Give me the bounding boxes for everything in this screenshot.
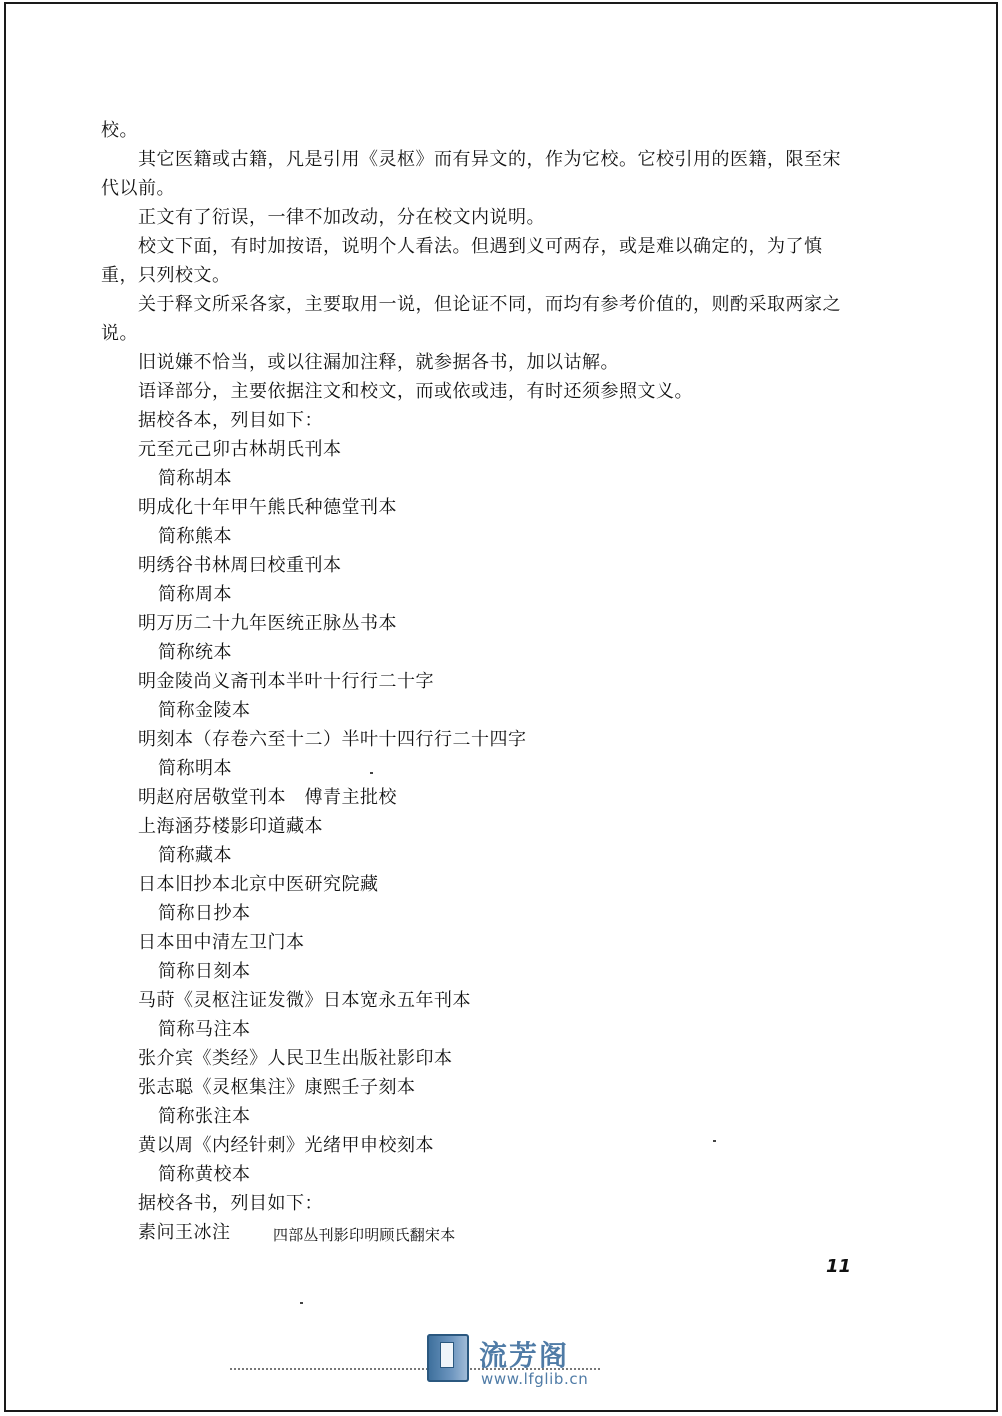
edition-abbrev: 简称日刻本 [158,961,251,982]
edition-entry: 上海涵芬楼影印道藏本 [138,816,323,837]
edition-abbrev: 简称金陵本 [158,700,251,721]
edition-entry: 明成化十年甲午熊氏种德堂刊本 [138,497,397,518]
text-line: 据校各本，列目如下： [138,410,323,431]
text-line: 说。 [101,323,138,344]
text-line: 代以前。 [101,178,175,199]
edition-abbrev: 简称马注本 [158,1019,251,1040]
edition-abbrev: 简称胡本 [158,468,232,489]
edition-abbrev: 简称黄校本 [158,1164,251,1185]
edition-abbrev: 简称明本 [158,758,232,779]
scan-speck [370,772,373,774]
text-line: 旧说嫌不恰当，或以往漏加注释，就参据各书，加以诂解。 [138,352,619,373]
edition-entry: 黄以周《内经针刺》光绪甲申校刻本 [138,1135,434,1156]
book-icon [427,1334,469,1382]
page-number: 11 [826,1256,852,1277]
edition-entry: 日本田中清左卫门本 [138,932,305,953]
edition-abbrev: 简称藏本 [158,845,232,866]
text-line: 正文有了衍误，一律不加改动，分在校文内说明。 [138,207,545,228]
edition-entry: 明赵府居敬堂刊本 傅青主批校 [138,787,397,808]
text-line: 关于释文所采各家，主要取用一说，但论证不同，而均有参考价值的，则酌采取两家之 [138,294,841,315]
text-line: 校文下面，有时加按语，说明个人看法。但遇到义可两存，或是难以确定的，为了慎 [138,236,823,257]
edition-abbrev: 简称熊本 [158,526,232,547]
scan-speck [300,1302,303,1304]
seal-icon [440,1342,454,1368]
text-line: 据校各书，列目如下： [138,1193,323,1214]
text-line: 其它医籍或古籍，凡是引用《灵枢》而有异文的，作为它校。它校引用的医籍，限至宋 [138,149,841,170]
edition-abbrev: 简称周本 [158,584,232,605]
edition-entry: 元至元己卯古林胡氏刊本 [138,439,342,460]
reference-title: 素问王冰注 [138,1222,231,1243]
watermark-title: 流芳阁 [479,1339,570,1372]
text-line: 重，只列校文。 [101,265,231,286]
edition-entry: 张介宾《类经》人民卫生出版社影印本 [138,1048,453,1069]
watermark-url: www.lfglib.cn [481,1370,589,1388]
edition-entry: 明绣谷书林周曰校重刊本 [138,555,342,576]
watermark-logo [423,1334,589,1392]
edition-abbrev: 简称日抄本 [158,903,251,924]
edition-entry: 明金陵尚义斋刊本半叶十行行二十字 [138,671,434,692]
text-line: 校。 [101,120,138,141]
edition-entry: 张志聪《灵枢集注》康熙壬子刻本 [138,1077,416,1098]
reference-edition: 四部丛刊影印明顾氏翻宋本 [273,1226,456,1244]
edition-entry: 马莳《灵枢注证发微》日本宽永五年刊本 [138,990,471,1011]
scan-speck [713,1140,716,1142]
edition-entry: 日本旧抄本北京中医研究院藏 [138,874,379,895]
edition-abbrev: 简称张注本 [158,1106,251,1127]
text-line: 语译部分，主要依据注文和校文，而或依或违，有时还须参照文义。 [138,381,693,402]
edition-abbrev: 简称统本 [158,642,232,663]
edition-entry: 明万历二十九年医统正脉丛书本 [138,613,397,634]
edition-entry: 明刻本（存卷六至十二）半叶十四行行二十四字 [138,729,527,750]
